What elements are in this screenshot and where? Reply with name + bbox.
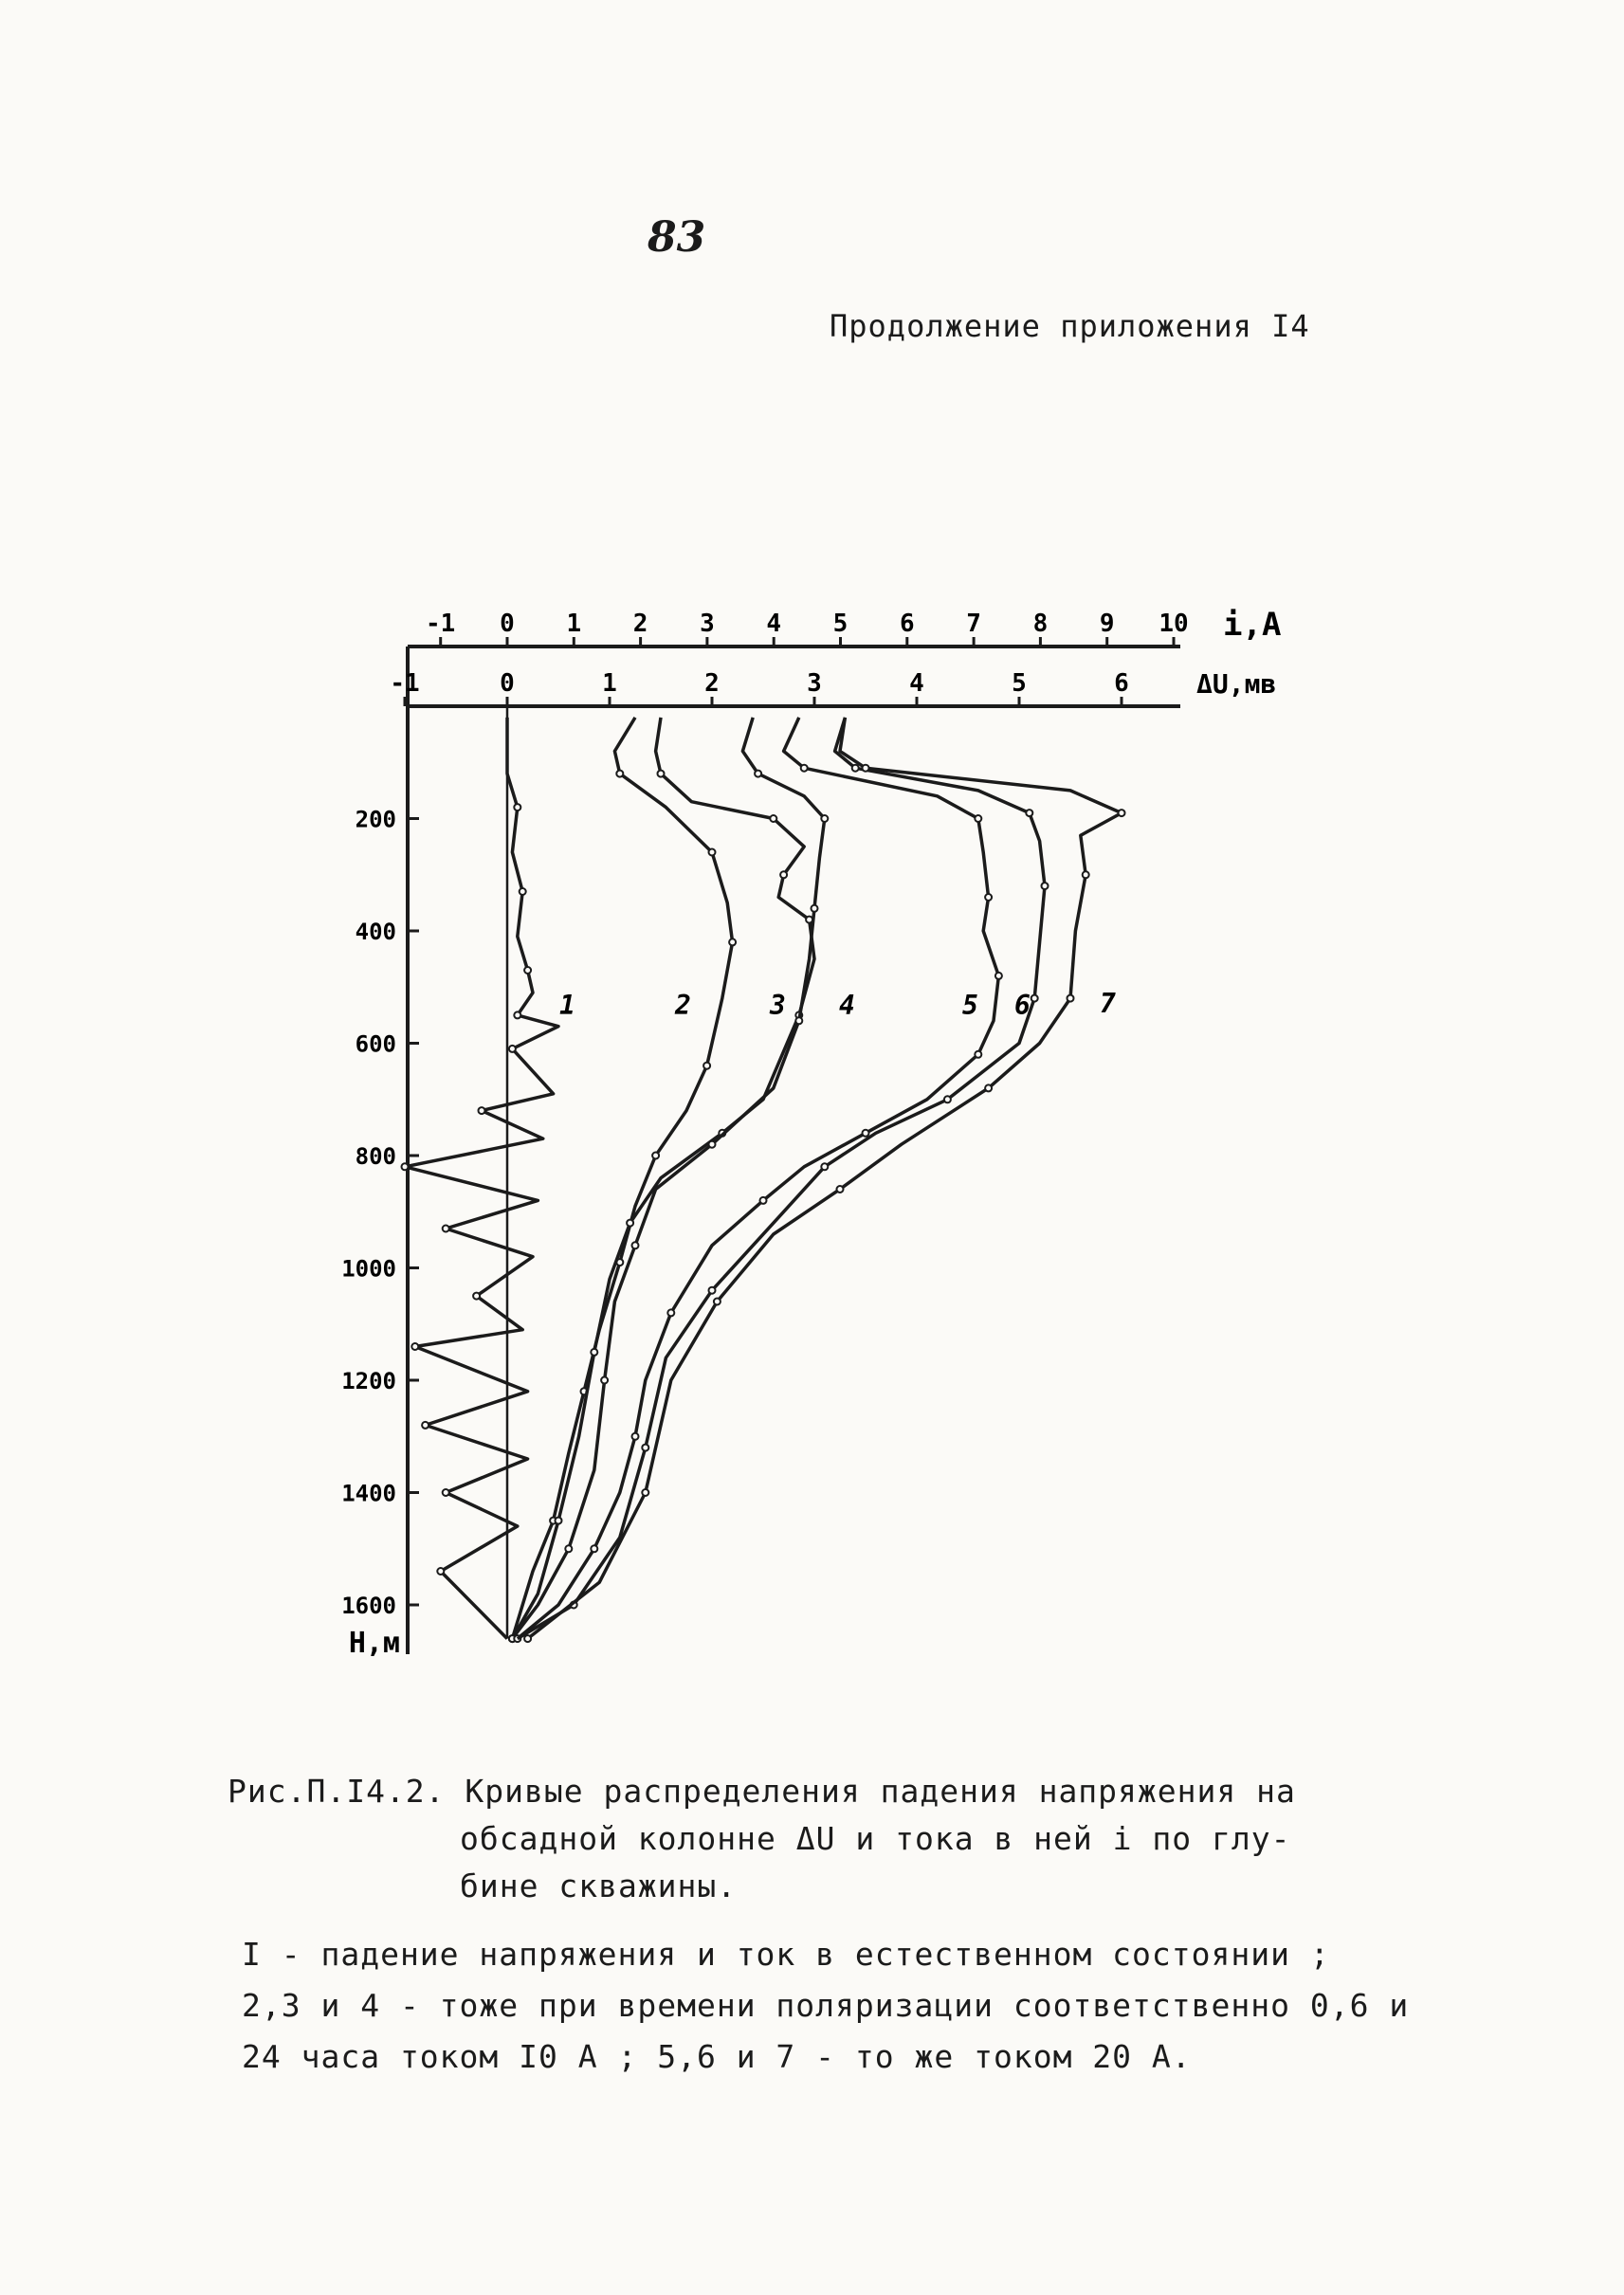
series-point — [985, 894, 992, 901]
series-point — [443, 1226, 449, 1232]
current-tick-label: 7 — [966, 610, 981, 638]
series-point — [714, 1299, 721, 1305]
series-point — [402, 1163, 409, 1170]
current-tick-label: -1 — [426, 610, 456, 638]
series-point — [1067, 995, 1074, 1002]
current-tick-label: 8 — [1032, 610, 1049, 638]
series-point — [1031, 995, 1038, 1002]
series-point — [509, 1046, 516, 1052]
appendix-header: Продолжение приложения I4 — [830, 308, 1310, 344]
series-label-1: 1 — [559, 990, 575, 1021]
series-point — [514, 804, 520, 811]
current-tick-label: 1 — [566, 610, 582, 638]
depth-axis-label: H,м — [348, 1627, 400, 1660]
series-point — [616, 771, 623, 777]
voltage-tick-label: 3 — [807, 669, 822, 698]
series-point — [709, 1287, 716, 1294]
current-tick-label: 9 — [1099, 610, 1115, 638]
series-point — [658, 771, 665, 777]
series-point — [1083, 871, 1089, 878]
series-point — [709, 1141, 716, 1148]
series-point — [642, 1445, 648, 1451]
series-label-2: 2 — [675, 990, 691, 1021]
depth-tick-label: 1200 — [341, 1368, 396, 1394]
series-point — [556, 1518, 562, 1524]
series-point — [863, 1130, 869, 1137]
series-point — [411, 1343, 418, 1350]
series-point — [422, 1422, 429, 1429]
series-label-6: 6 — [1014, 990, 1031, 1021]
voltage-tick-label: 5 — [1012, 669, 1027, 698]
series-point — [780, 871, 787, 878]
current-tick-label: 5 — [832, 610, 848, 638]
series-point — [524, 967, 531, 974]
series-point — [1026, 810, 1032, 816]
legend-line-1: I - падение напряжения и ток в естественном состоянии ; — [242, 1936, 1330, 1973]
series-point — [709, 849, 716, 856]
series-point — [479, 1107, 485, 1114]
series-point — [821, 815, 828, 822]
series-label-7: 7 — [1100, 988, 1116, 1019]
legend-line-2: 2,3 и 4 - тоже при времени поляризации соответственно 0,6 и — [242, 1987, 1410, 2024]
series-point — [985, 1084, 992, 1091]
series-line-1 — [405, 718, 558, 1639]
current-tick-label: 6 — [899, 610, 915, 638]
series-line-5 — [518, 718, 999, 1639]
caption-line-2: обсадной колонне ΔU и тока в ней i по глу- — [460, 1820, 1291, 1857]
series-point — [601, 1377, 608, 1384]
series-point — [565, 1545, 572, 1552]
voltage-tick-label: 4 — [909, 669, 924, 698]
series-point — [667, 1309, 674, 1316]
figure-legend — [242, 1929, 1455, 2083]
series-point — [473, 1293, 480, 1300]
series-point — [760, 1197, 767, 1204]
series-point — [632, 1242, 639, 1248]
depth-tick-label: 200 — [355, 806, 396, 833]
series-point — [703, 1063, 710, 1069]
depth-tick-label: 800 — [355, 1143, 396, 1170]
series-point — [520, 888, 526, 895]
series-point — [443, 1489, 449, 1496]
voltage-axis-label: ΔU,мв — [1196, 668, 1277, 700]
series-point — [863, 765, 869, 772]
series-point — [770, 815, 776, 822]
series-point — [632, 1433, 639, 1440]
depth-tick-label: 600 — [355, 1030, 396, 1058]
figure-caption — [228, 1768, 1441, 1910]
series-point — [591, 1545, 597, 1552]
series-label-4: 4 — [839, 990, 855, 1021]
series-label-3: 3 — [770, 990, 786, 1021]
series-point — [801, 765, 808, 772]
series-point — [524, 1635, 531, 1642]
voltage-tick-label: -1 — [390, 669, 420, 698]
series-point — [975, 815, 981, 822]
series-line-6 — [518, 718, 1045, 1639]
voltage-tick-label: 6 — [1114, 669, 1129, 698]
series-point — [729, 938, 736, 945]
series-point — [837, 1186, 844, 1193]
series-point — [437, 1568, 444, 1575]
depth-tick-label: 1400 — [341, 1480, 396, 1507]
series-point — [852, 765, 859, 772]
series-point — [812, 905, 818, 912]
series-point — [627, 1220, 633, 1227]
series-point — [652, 1153, 659, 1159]
voltage-tick-label: 0 — [500, 669, 515, 698]
series-point — [795, 1017, 802, 1024]
series-point — [755, 771, 761, 777]
current-tick-label: 4 — [766, 610, 782, 638]
page-number: 83 — [648, 213, 706, 262]
depth-tick-label: 1600 — [341, 1593, 396, 1619]
current-tick-label: 2 — [632, 610, 648, 638]
series-point — [514, 1011, 520, 1018]
series-point — [591, 1349, 597, 1356]
series-point — [995, 973, 1002, 979]
caption-line-1: Рис.П.I4.2. Кривые распределения падения напряжения на — [228, 1773, 1296, 1810]
series-point — [944, 1096, 951, 1102]
series-label-5: 5 — [962, 990, 978, 1021]
legend-line-3: 24 часа током I0 А ; 5,6 и 7 - то же током 20 А. — [242, 2038, 1192, 2075]
series-point — [821, 1163, 828, 1170]
current-axis-label: i,A — [1223, 606, 1282, 644]
series-point — [1042, 883, 1049, 889]
series-point — [642, 1489, 648, 1496]
current-tick-label: 3 — [700, 610, 715, 638]
voltage-tick-label: 2 — [704, 669, 720, 698]
series-point — [1119, 810, 1125, 816]
depth-tick-label: 400 — [355, 919, 396, 945]
voltage-tick-label: 1 — [602, 669, 617, 698]
series-line-2 — [512, 718, 732, 1639]
depth-tick-label: 1000 — [341, 1255, 396, 1283]
caption-line-3: бине скважины. — [460, 1867, 738, 1904]
current-tick-label: 10 — [1159, 610, 1189, 638]
current-tick-label: 0 — [500, 610, 515, 638]
series-point — [975, 1051, 981, 1058]
